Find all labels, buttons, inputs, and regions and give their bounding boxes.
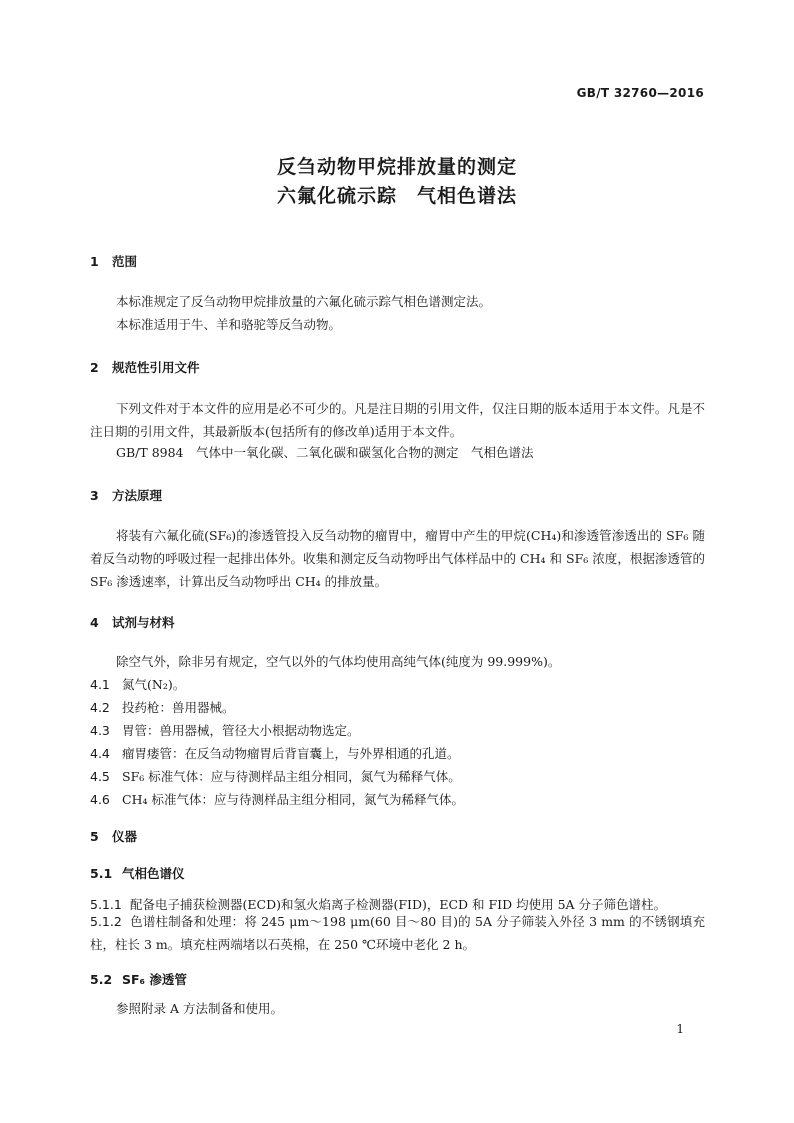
section-number: 1 — [90, 254, 99, 269]
section-number: 3 — [90, 488, 99, 503]
section-number: 5.1 — [90, 866, 113, 881]
list-item — [90, 744, 460, 762]
item-text: 色谱柱制备和处理：将 245 μm～198 μm(60 目～80 目)的 5A 分子筛装入外径 3 mm 的不锈钢填充柱，柱长 3 m。填充柱两端堵以石英棉，在 250 ℃环境中老化 2 h。 — [90, 914, 705, 952]
section-number: 5.2 — [90, 972, 113, 987]
section-title: 气相色谱仪 — [122, 866, 185, 881]
list-item — [90, 721, 360, 739]
standard-code: GB/T 32760—2016 — [576, 86, 704, 100]
item-text: 投药枪：兽用器械。 — [122, 700, 235, 715]
item-number: 4.4 — [90, 746, 110, 761]
item-number: 5.1.1 — [90, 897, 122, 912]
section-4-intro: 除空气外，除非另有规定，空气以外的气体均使用高纯气体(纯度为 99.999%)。 — [116, 654, 561, 669]
section-5-heading — [90, 827, 137, 845]
section-title: 方法原理 — [112, 488, 163, 503]
document-title-line2: 六氟化硫示踪 气相色谱法 — [276, 185, 517, 207]
section-number: 2 — [90, 360, 99, 375]
item-text: CH₄ 标准气体：应与待测样品主组分相同，氮气为稀释气体。 — [122, 792, 464, 807]
section-1-paragraph-2: 本标准适用于牛、羊和骆驼等反刍动物。 — [116, 317, 342, 332]
item-text: 瘤胃瘘管：在反刍动物瘤胃后背盲囊上，与外界相通的孔道。 — [122, 746, 460, 761]
page-number: 1 — [676, 1022, 684, 1036]
item-number: 5.1.2 — [90, 914, 122, 929]
item-number: 4.5 — [90, 769, 110, 784]
list-item — [90, 675, 185, 693]
section-4-heading — [90, 613, 175, 631]
section-5-2-paragraph: 参照附录 A 方法制备和使用。 — [116, 1001, 283, 1016]
list-item — [90, 767, 461, 785]
item-text: 胃管：兽用器械，管径大小根据动物选定。 — [122, 723, 360, 738]
section-title: 仪器 — [112, 829, 138, 844]
normative-reference: GB/T 8984 气体中一氧化碳、二氧化碳和碳氢化合物的测定 气相色谱法 — [116, 445, 534, 460]
subsection-5-2-heading — [90, 970, 187, 988]
item-text: 氮气(N₂)。 — [122, 677, 186, 692]
item-number: 4.2 — [90, 700, 110, 715]
document-title-line1: 反刍动物甲烷排放量的测定 — [276, 156, 517, 178]
section-3-paragraph: 将装有六氟化硫(SF₆)的渗透管投入反刍动物的瘤胃中，瘤胃中产生的甲烷(CH₄)和渗透管渗透出的 SF₆ 随着反刍动物的呼吸过程一起排出体外。收集和测定反刍动物呼出气体样品中的 CH₄ 和 SF₆ 浓度，根据渗透管的 SF₆ 渗透速率，计算出反刍动物呼出 CH₄ 的排放量。 — [90, 528, 705, 589]
section-3-heading — [90, 486, 162, 504]
item-number: 4.3 — [90, 723, 110, 738]
section-title: 规范性引用文件 — [112, 360, 200, 375]
subsection-5-1-heading — [90, 864, 185, 882]
section-number: 4 — [90, 615, 99, 630]
list-item — [90, 698, 235, 716]
item-number: 4.6 — [90, 792, 110, 807]
section-2-paragraph: 下列文件对于本文件的应用是必不可少的。凡是注日期的引用文件，仅注日期的版本适用于本文件。凡是不注日期的引用文件，其最新版本(包括所有的修改单)适用于本文件。 — [90, 401, 705, 439]
section-title: 试剂与材料 — [112, 615, 175, 630]
item-text: SF₆ 标准气体：应与待测样品主组分相同，氮气为稀释气体。 — [122, 769, 461, 784]
section-1-paragraph-1: 本标准规定了反刍动物甲烷排放量的六氟化硫示踪气相色谱测定法。 — [116, 294, 492, 309]
section-1-heading — [90, 252, 137, 270]
section-title: 范围 — [112, 254, 138, 269]
item-text: 配备电子捕获检测器(ECD)和氢火焰离子检测器(FID)，ECD 和 FID 均使用 5A 分子筛色谱柱。 — [130, 897, 667, 912]
section-number: 5 — [90, 829, 99, 844]
clause-5-1-2 — [90, 910, 705, 956]
list-item — [90, 790, 464, 808]
item-number: 4.1 — [90, 677, 110, 692]
section-title: SF₆ 渗透管 — [122, 972, 187, 987]
section-2-heading — [90, 358, 200, 376]
